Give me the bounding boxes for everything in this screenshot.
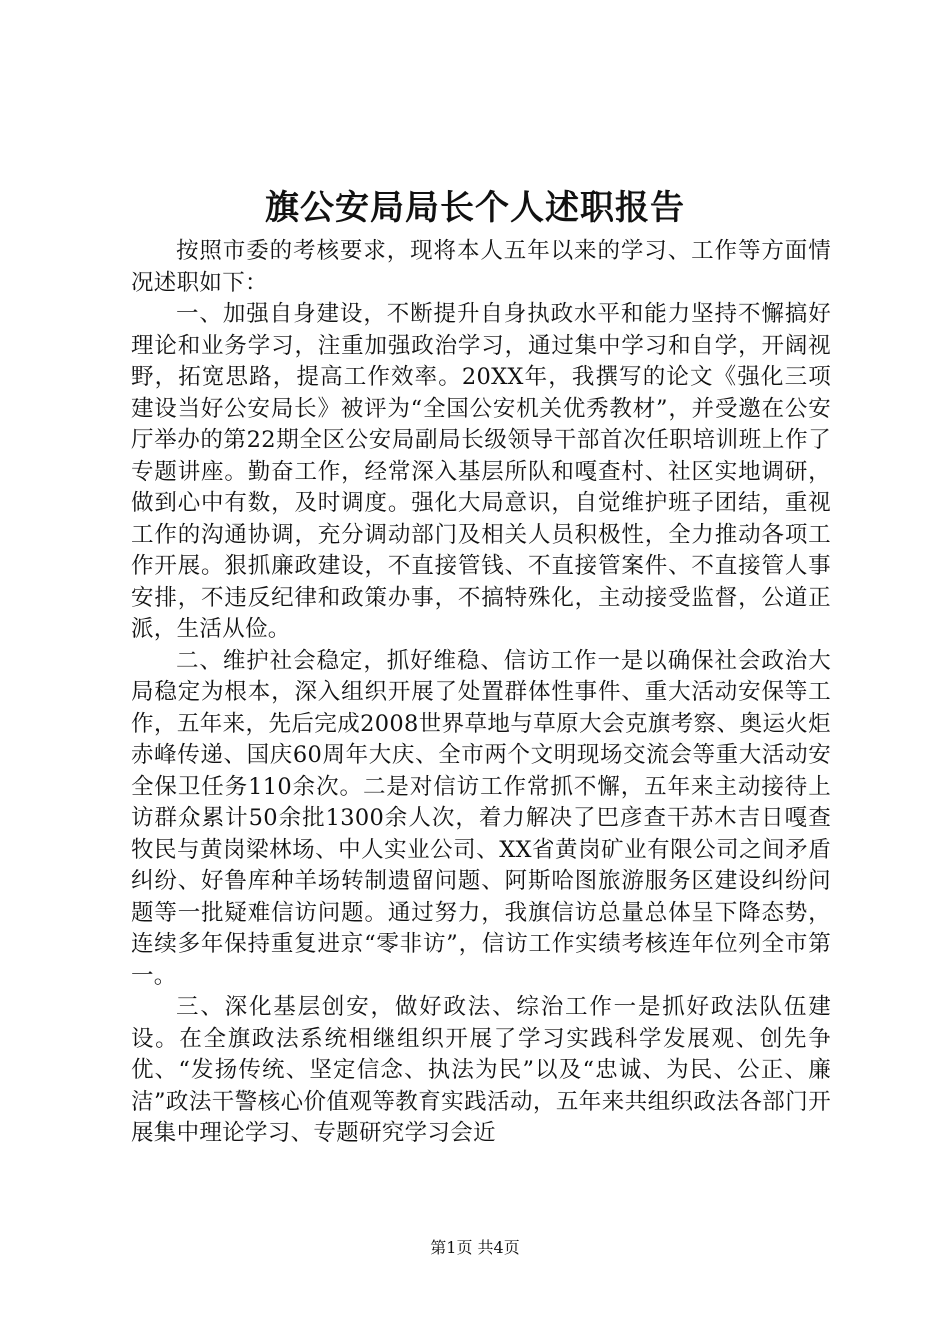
paragraph-section-3: 三、深化基层创安，做好政法、综治工作一是抓好政法队伍建设。在全旗政法系统相继组织开展了学习实践科学发展观、创先争优、“发扬传统、坚定信念、执法为民”以及“忠诚、为民、公正、廉洁”政法干警核心价值观等教育实践活动，五年来共组织政法各部门开展集中理论学习、专题研究学习会近 [131, 994, 831, 1146]
paragraph-intro: 按照市委的考核要求，现将本人五年以来的学习、工作等方面情况述职如下： [131, 238, 831, 296]
paragraph-section-1: 一、加强自身建设，不断提升自身执政水平和能力坚持不懈搞好理论和业务学习，注重加强政治学习，通过集中学习和自学，开阔视野，拓宽思路，提高工作效率。20XX年，我撰写的论文《强化三项建设当好公安局长》被评为“全国公安机关优秀教材”，并受邀在公安厅举办的第22期全区公安局副局长级领导干部首次任职培训班上作了专题讲座。勤奋工作，经常深入基层所队和嘎查村、社区实地调研，做到心中有数，及时调度。强化大局意识，自觉维护班子团结，重视工作的沟通协调，充分调动部门及相关人员积极性，全力推动各项工作开展。狠抓廉政建设，不直接管钱、不直接管案件、不直接管人事安排，不违反纪律和政策办事，不搞特殊化，主动接受监督，公道正派，生活从俭。 [131, 301, 831, 642]
page-footer: 第1页 共4页 [430, 1238, 520, 1257]
document-title: 旗公安局局长个人述职报告 [265, 188, 685, 228]
document-body [131, 236, 831, 1150]
paragraph-section-2: 二、维护社会稳定，抓好维稳、信访工作一是以确保社会政治大局稳定为根本，深入组织开展了处置群体性事件、重大活动安保等工作，五年来，先后完成2008世界草地与草原大会克旗考察、奥运火炬赤峰传递、国庆60周年大庆、全市两个文明现场交流会等重大活动安全保卫任务110余次。二是对信访工作常抓不懈，五年来主动接待上访群众累计50余批1300余人次，着力解决了巴彦查干苏木吉日嘎查牧民与黄岗梁林场、中人实业公司、XX省黄岗矿业有限公司之间矛盾纠纷、好鲁库种羊场转制遗留问题、阿斯哈图旅游服务区建设纠纷问题等一批疑难信访问题。通过努力，我旗信访总量总体呈下降态势，连续多年保持重复进京“零非访”，信访工作实绩考核连年位列全市第一。 [131, 647, 831, 989]
